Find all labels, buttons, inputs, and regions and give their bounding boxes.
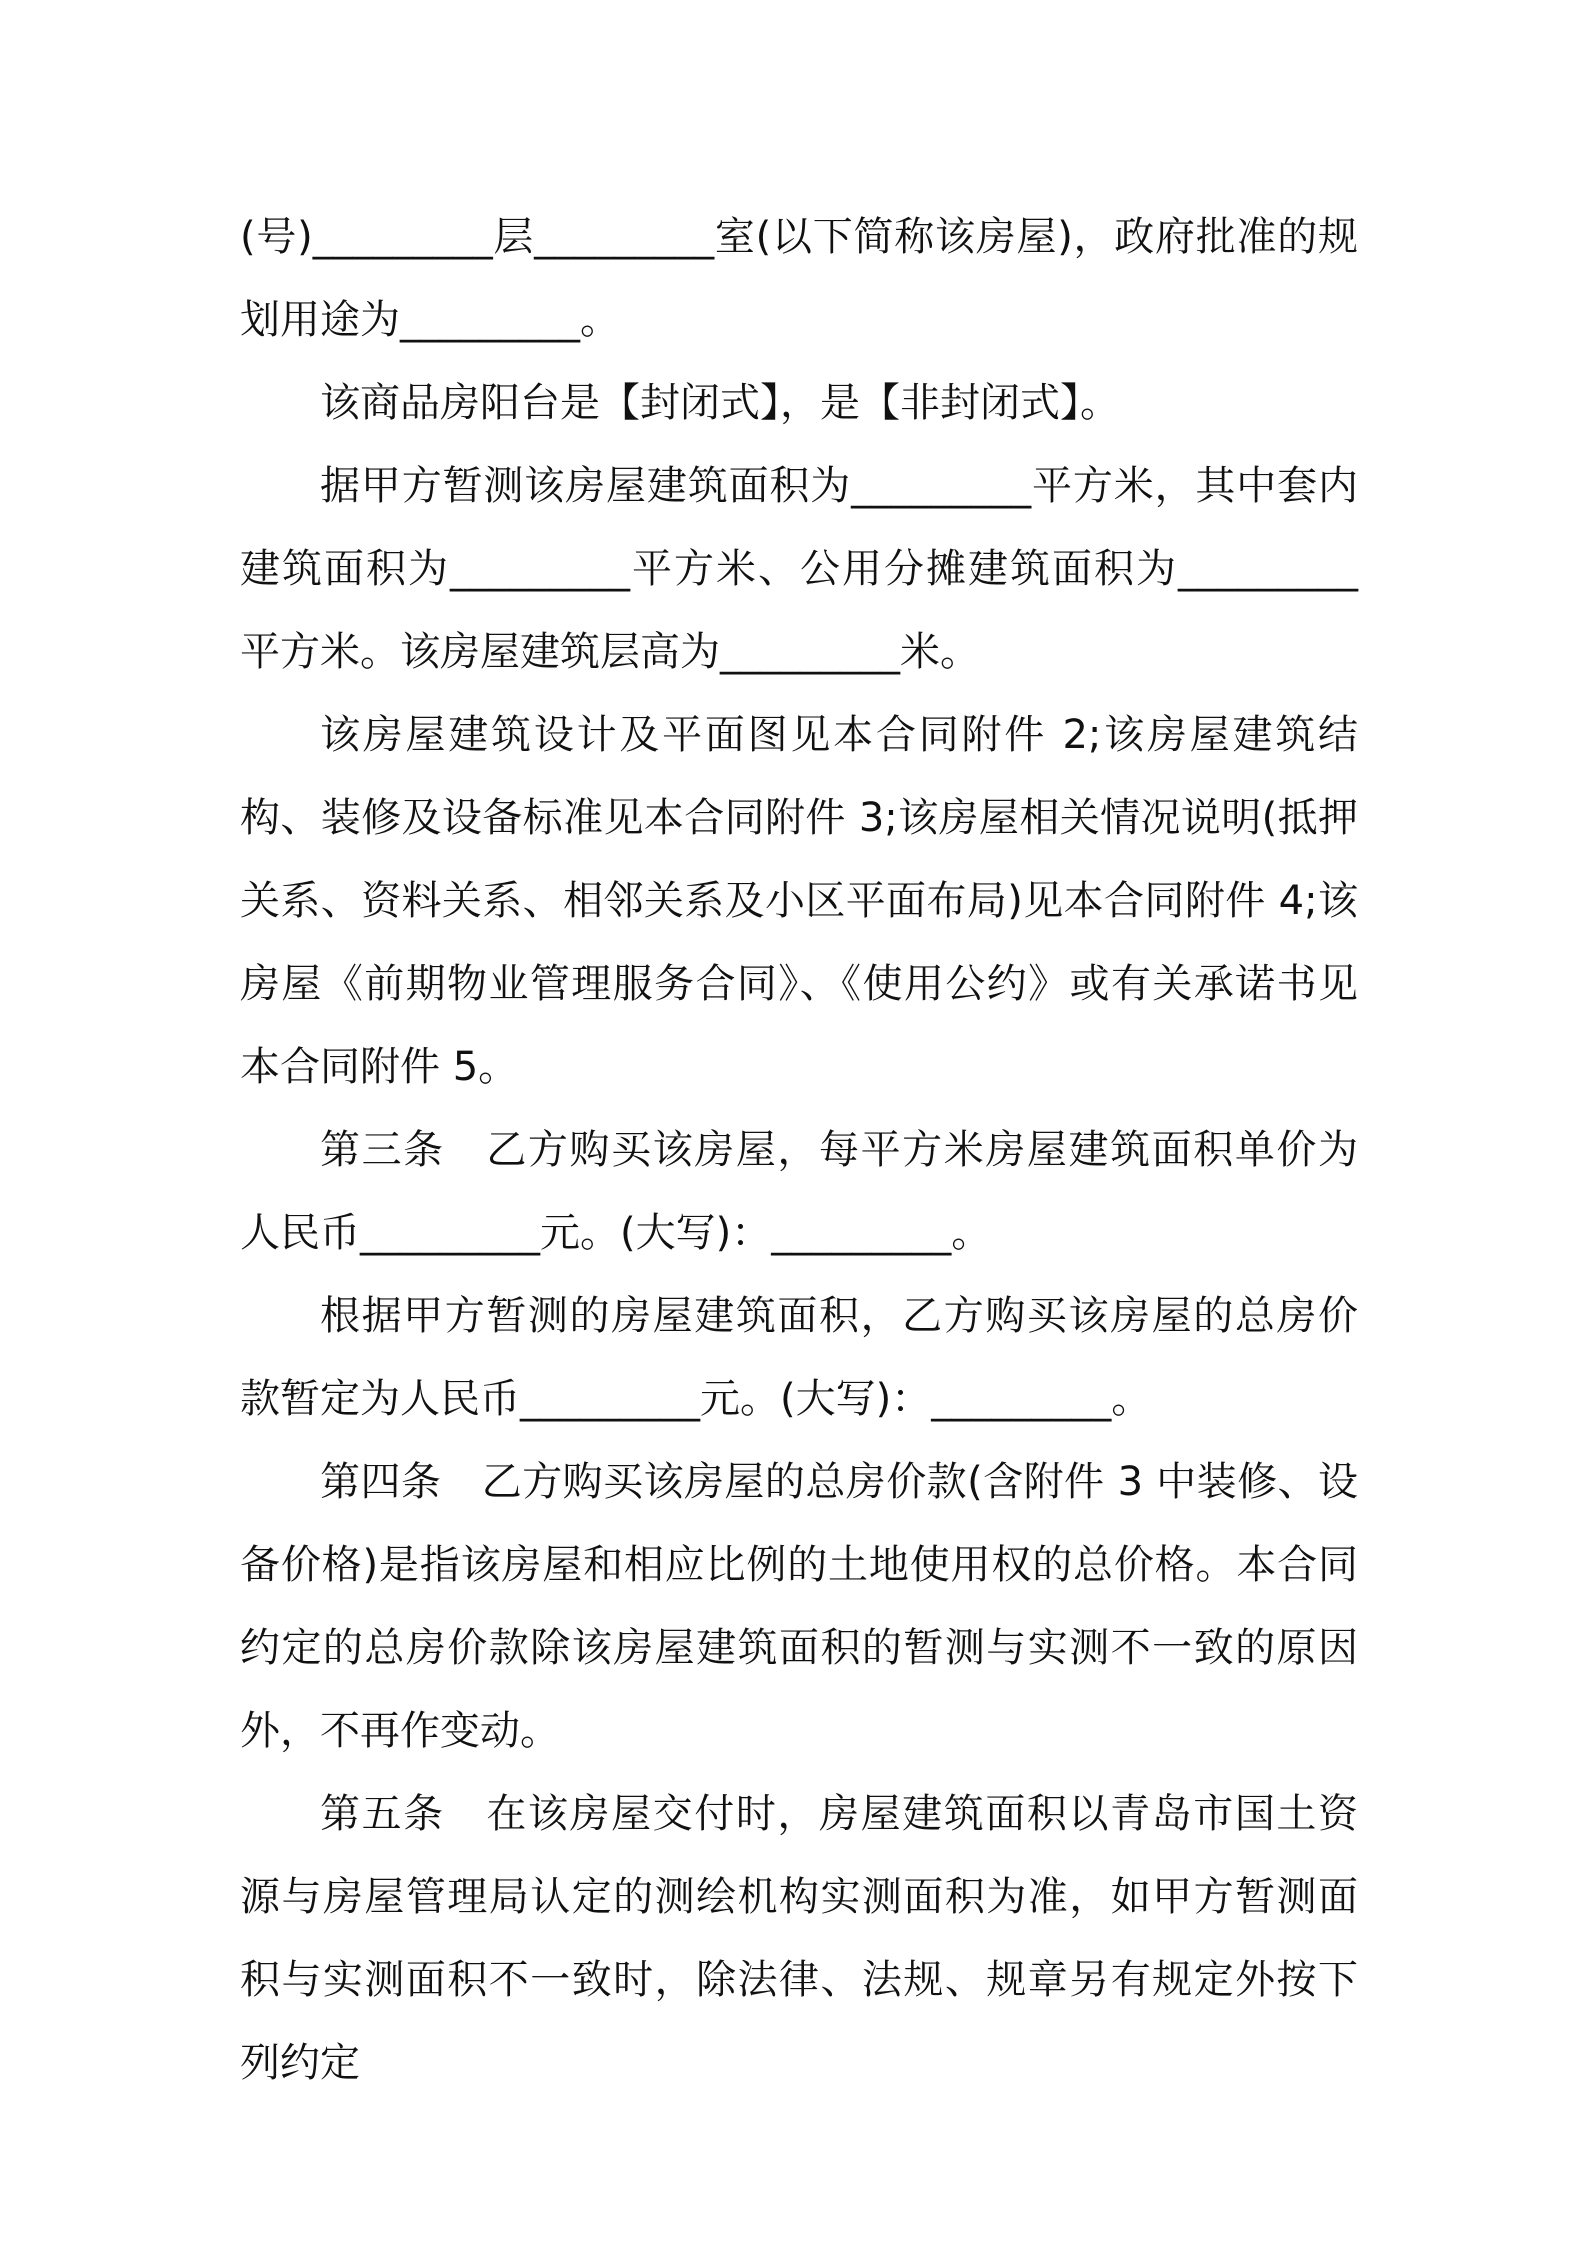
paragraph-total-price: 根据甲方暂测的房屋建筑面积，乙方购买该房屋的总房价款暂定为人民币_________元。(大写)：_________。 xyxy=(240,1293,1358,1422)
document-page xyxy=(240,196,1358,2105)
paragraph-article-5: 第五条 在该房屋交付时，房屋建筑面积以青岛市国土资源与房屋管理局认定的测绘机构实测面积为准，如甲方暂测面积与实测面积不一致时，除法律、法规、规章另有规定外按下列约定 xyxy=(240,1791,1358,2086)
paragraph-room-usage: (号)_________层_________室(以下简称该房屋)，政府批准的规划用途为_________。 xyxy=(240,214,1358,343)
paragraph-balcony: 该商品房阳台是【封闭式】，是【非封闭式】。 xyxy=(320,380,1120,426)
paragraph-attachments: 该房屋建筑设计及平面图见本合同附件 2;该房屋建筑结构、装修及设备标准见本合同附件 3;该房屋相关情况说明(抵押关系、资料关系、相邻关系及小区平面布局)见本合同附件 4;该房屋《前期物业管理服务合同》、《使用公约》或有关承诺书见本合同附件 5。 xyxy=(240,712,1358,1090)
paragraph-article-3: 第三条 乙方购买该房屋，每平方米房屋建筑面积单价为人民币_________元。(大写)：_________。 xyxy=(240,1127,1358,1256)
paragraph-article-4: 第四条 乙方购买该房屋的总房价款(含附件 3 中装修、设备价格)是指该房屋和相应比例的土地使用权的总价格。本合同约定的总房价款除该房屋建筑面积的暂测与实测不一致的原因外，不再作变动。 xyxy=(240,1459,1358,1754)
paragraph-building-area: 据甲方暂测该房屋建筑面积为_________平方米，其中套内建筑面积为_________平方米、公用分摊建筑面积为_________平方米。该房屋建筑层高为_________米。 xyxy=(240,463,1358,675)
